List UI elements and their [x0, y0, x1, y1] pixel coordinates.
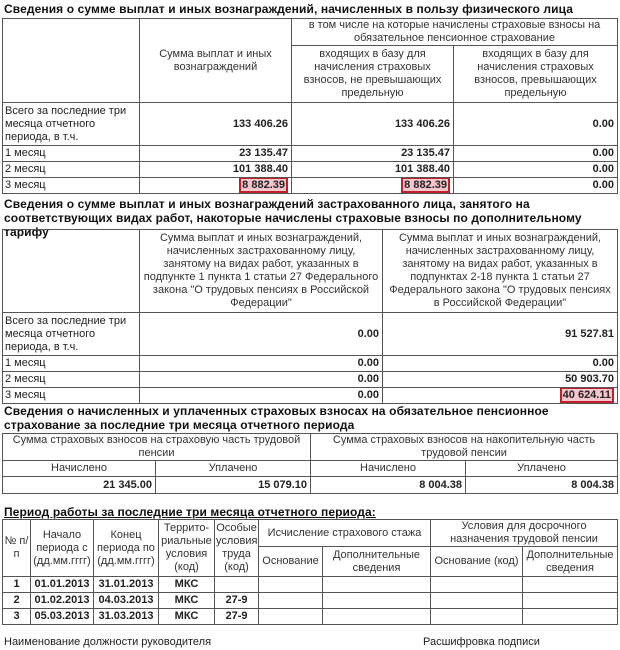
row-seniority-basis — [259, 609, 323, 625]
table-row — [3, 577, 618, 593]
footer-signature-label: Расшифровка подписи — [423, 636, 540, 648]
funded-accrued-value: 8 004.38 — [311, 477, 466, 494]
row-special: 27-9 — [215, 593, 259, 609]
insurance-accrued-value: 21 345.00 — [3, 477, 156, 494]
row-special: 27-9 — [215, 609, 259, 625]
exceeding-value: 0.00 — [454, 146, 618, 162]
row-start: 05.03.2013 — [31, 609, 94, 625]
row-early-basis — [431, 593, 523, 609]
row-end: 04.03.2013 — [94, 593, 159, 609]
section1-title: Сведения о сумме выплат и иных вознаграждений, начисленных в пользу физического лица — [4, 2, 573, 16]
section4-title: Период работы за последние три месяца отчетного периода: — [4, 505, 376, 519]
row-label: 1 месяц — [3, 356, 140, 372]
col1-value: 0.00 — [140, 356, 383, 372]
row-territorial: МКС — [159, 577, 215, 593]
table-row — [3, 146, 618, 162]
header-seniority-basis: Основание — [259, 547, 323, 577]
insurance-paid-value: 15 079.10 — [156, 477, 311, 494]
row-early-basis — [431, 577, 523, 593]
table-row — [3, 477, 618, 494]
row-territorial: МКС — [159, 609, 215, 625]
exceeding-value: 0.00 — [454, 178, 618, 194]
header-early-extra: Дополнительные сведения — [523, 547, 618, 577]
row-start: 01.01.2013 — [31, 577, 94, 593]
row-label: 1 месяц — [3, 146, 140, 162]
section3-title: Сведения о начисленных и уплаченных страховых взносах на обязательное пенсионное страхование за последние три месяца отчетного периода — [4, 404, 549, 432]
sum-value: 23 135.47 — [140, 146, 292, 162]
header-insurance-paid: Уплачено — [156, 461, 311, 477]
sum-value: 133 406.26 — [140, 103, 292, 146]
table-row — [3, 388, 618, 404]
row-end: 31.01.2013 — [94, 577, 159, 593]
section4-table — [2, 519, 618, 625]
row-num: 3 — [3, 609, 31, 625]
row-early-extra — [523, 593, 618, 609]
section2-header-col1: Сумма выплат и иных вознаграждений, начисленных застрахованному лицу, занятому на видах работ, указанных в подпункте 1 пункта 1 статьи 27 Федерального закона "О трудовых пенсиях в Российской Федерации" — [140, 230, 383, 313]
table-row — [3, 313, 618, 356]
table-row — [3, 609, 618, 625]
row-num: 2 — [3, 593, 31, 609]
sum-value-cell — [140, 178, 292, 194]
row-start: 01.02.2013 — [31, 593, 94, 609]
footer-position-label: Наименование должности руководителя — [4, 636, 212, 648]
section1-header-exceeding: входящих в базу для начисления страховых взносов, превышающих предельную — [454, 46, 618, 103]
row-early-extra — [523, 609, 618, 625]
header-insurance-accrued: Начислено — [3, 461, 156, 477]
row-label: Всего за последние три месяца отчетного периода, в т.ч. — [3, 313, 140, 356]
not-exceeding-value: 101 388.40 — [292, 162, 454, 178]
row-label: 3 месяц — [3, 388, 140, 404]
header-funded-part: Сумма страховых взносов на накопительную часть трудовой пенсии — [311, 434, 618, 461]
section1-table — [2, 18, 618, 194]
highlighted-value: 40 624.11 — [560, 388, 614, 404]
header-special: Особые условия труда (код) — [215, 520, 259, 577]
col1-value: 0.00 — [140, 313, 383, 356]
col2-value: 91 527.81 — [383, 313, 618, 356]
exceeding-value: 0.00 — [454, 103, 618, 146]
table-row — [3, 372, 618, 388]
header-funded-paid: Уплачено — [466, 461, 618, 477]
table-row — [3, 103, 618, 146]
table-row — [3, 356, 618, 372]
not-exceeding-value: 133 406.26 — [292, 103, 454, 146]
header-funded-accrued: Начислено — [311, 461, 466, 477]
highlighted-value: 8 882.39 — [239, 178, 288, 194]
header-start: Начало периода с (дд.мм.гггг) — [31, 520, 94, 577]
table-row — [3, 593, 618, 609]
row-special — [215, 577, 259, 593]
row-seniority-basis — [259, 577, 323, 593]
header-insurance-part: Сумма страховых взносов на страховую часть трудовой пенсии — [3, 434, 311, 461]
row-seniority-basis — [259, 593, 323, 609]
section1-corner-cell — [3, 19, 140, 103]
col1-value: 0.00 — [140, 388, 383, 404]
section2-corner-cell — [3, 230, 140, 313]
row-label: 2 месяц — [3, 162, 140, 178]
col2-value: 50 903.70 — [383, 372, 618, 388]
row-early-basis — [431, 609, 523, 625]
section3-table — [2, 433, 618, 494]
row-seniority-extra — [323, 609, 431, 625]
section2-header-col2: Сумма выплат и иных вознаграждений, начисленных застрахованному лицу, занятому на видах работ, указанных в подпунктах 2-18 пункта 1 статьи 27 Федерального закона "О трудовых пенсиях в Российской Федерации" — [383, 230, 618, 313]
col2-value-cell — [383, 388, 618, 404]
table-row — [3, 162, 618, 178]
row-label: 3 месяц — [3, 178, 140, 194]
row-end: 31.03.2013 — [94, 609, 159, 625]
sum-value: 101 388.40 — [140, 162, 292, 178]
section2-table — [2, 229, 618, 404]
header-territorial: Террито-риальные условия (код) — [159, 520, 215, 577]
row-seniority-extra — [323, 577, 431, 593]
row-label: 2 месяц — [3, 372, 140, 388]
header-early-basis: Основание (код) — [431, 547, 523, 577]
header-num: № п/п — [3, 520, 31, 577]
exceeding-value: 0.00 — [454, 162, 618, 178]
col2-value: 0.00 — [383, 356, 618, 372]
row-territorial: МКС — [159, 593, 215, 609]
not-exceeding-value-cell — [292, 178, 454, 194]
row-num: 1 — [3, 577, 31, 593]
header-end: Конец периода по (дд.мм.гггг) — [94, 520, 159, 577]
section1-header-sum: Сумма выплат и иных вознаграждений — [140, 19, 292, 103]
section1-header-not-exceeding: входящих в базу для начисления страховых взносов, не превышающих предельную — [292, 46, 454, 103]
col1-value: 0.00 — [140, 372, 383, 388]
section2-title: Сведения о сумме выплат и иных вознаграждений застрахованного лица, занятого на соответствующих видах работ, накоторые начислены страховые взносы по дополнительному тарифу — [4, 197, 582, 239]
row-label: Всего за последние три месяца отчетного периода, в т.ч. — [3, 103, 140, 146]
table-row — [3, 178, 618, 194]
header-seniority-extra: Дополнительные сведения — [323, 547, 431, 577]
funded-paid-value: 8 004.38 — [466, 477, 618, 494]
row-seniority-extra — [323, 593, 431, 609]
header-early: Условия для досрочного назначения трудовой пенсии — [431, 520, 618, 547]
section1-header-group: в том числе на которые начислены страховые взносы на обязательное пенсионное страхование — [292, 19, 618, 46]
header-seniority: Исчисление страхового стажа — [259, 520, 431, 547]
not-exceeding-value: 23 135.47 — [292, 146, 454, 162]
row-early-extra — [523, 577, 618, 593]
highlighted-value: 8 882.39 — [401, 178, 450, 194]
